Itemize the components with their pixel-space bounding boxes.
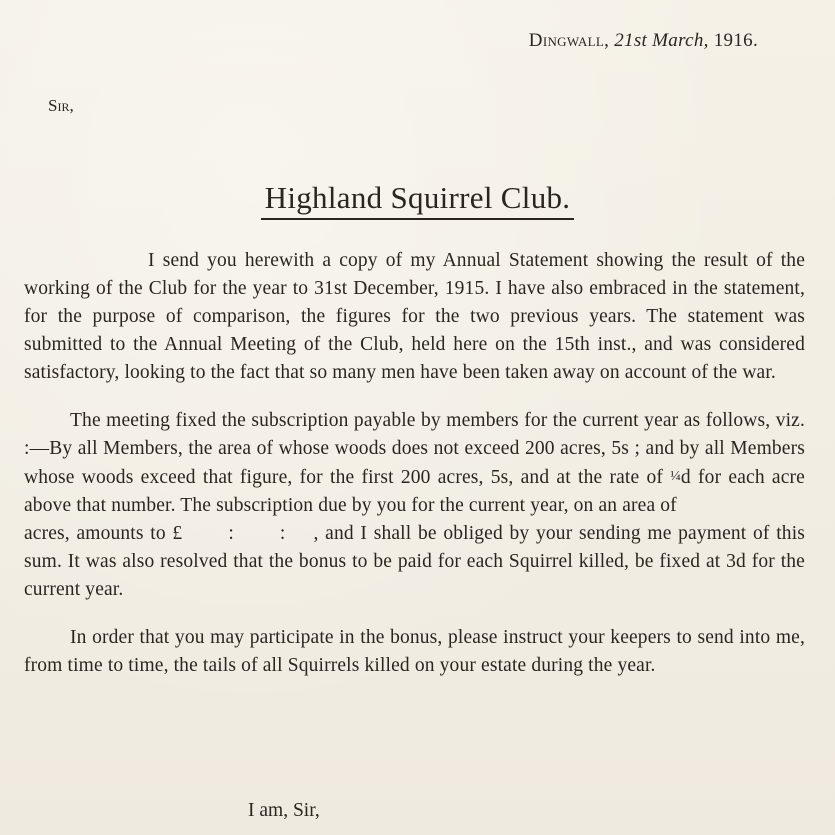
club-title: Highland Squirrel Club. [261, 180, 575, 220]
amount-separator-1: : [228, 523, 234, 544]
paragraph-statement: I send you herewith a copy of my Annual Statement showing the result of the working of the Club for the year to 31st December, 1915. I have also embraced in the statement, for the purpose of comparison, the figures for the two previous years. The statement was submitted to the Annual Meeting of the Club, held here on the 15th inst., and was considered satisfactory, looking to the fact that so many men have been taken away on account of the war. [24, 250, 805, 383]
subscription-text-4: , and I shall be obliged by your sending me payment of this sum. It was also resolved that the bonus to be paid for each Squirrel killed, be fixed at 3d for the current year. [24, 523, 805, 600]
dateline-place: Dingwall, [528, 30, 610, 51]
paragraph-bonus: In order that you may participate in the bonus, please instruct your keepers to send into me, from time to time, the tails of all Squirrels killed on your estate during the year. [24, 627, 805, 676]
letter-body [24, 247, 805, 700]
closing-line: I am, Sir, [248, 800, 320, 821]
dateline [529, 30, 758, 52]
dateline-date: 21st March, [614, 30, 709, 51]
amount-separator-2: : [279, 523, 286, 544]
subscription-text-2: d for each acre above that number. The subscription due by you for the current year, on an area of [24, 467, 805, 516]
salutation: Sir, [48, 96, 74, 115]
paragraph-subscription [24, 407, 805, 604]
fraction-quarter: ¼ [670, 469, 681, 484]
dateline-year: 1916. [713, 30, 758, 51]
subscription-text-1: The meeting fixed the subscription payable by members for the current year as follows, viz. :—By all Members, the area of whose woods does not exceed 200 acres, 5s ; and by all Members whose woods exceed that figure, for the first 200 acres, 5s, and at the rate of [24, 410, 805, 488]
letter-heading [0, 180, 835, 220]
subscription-text-3: acres, amounts to £ [24, 523, 183, 544]
